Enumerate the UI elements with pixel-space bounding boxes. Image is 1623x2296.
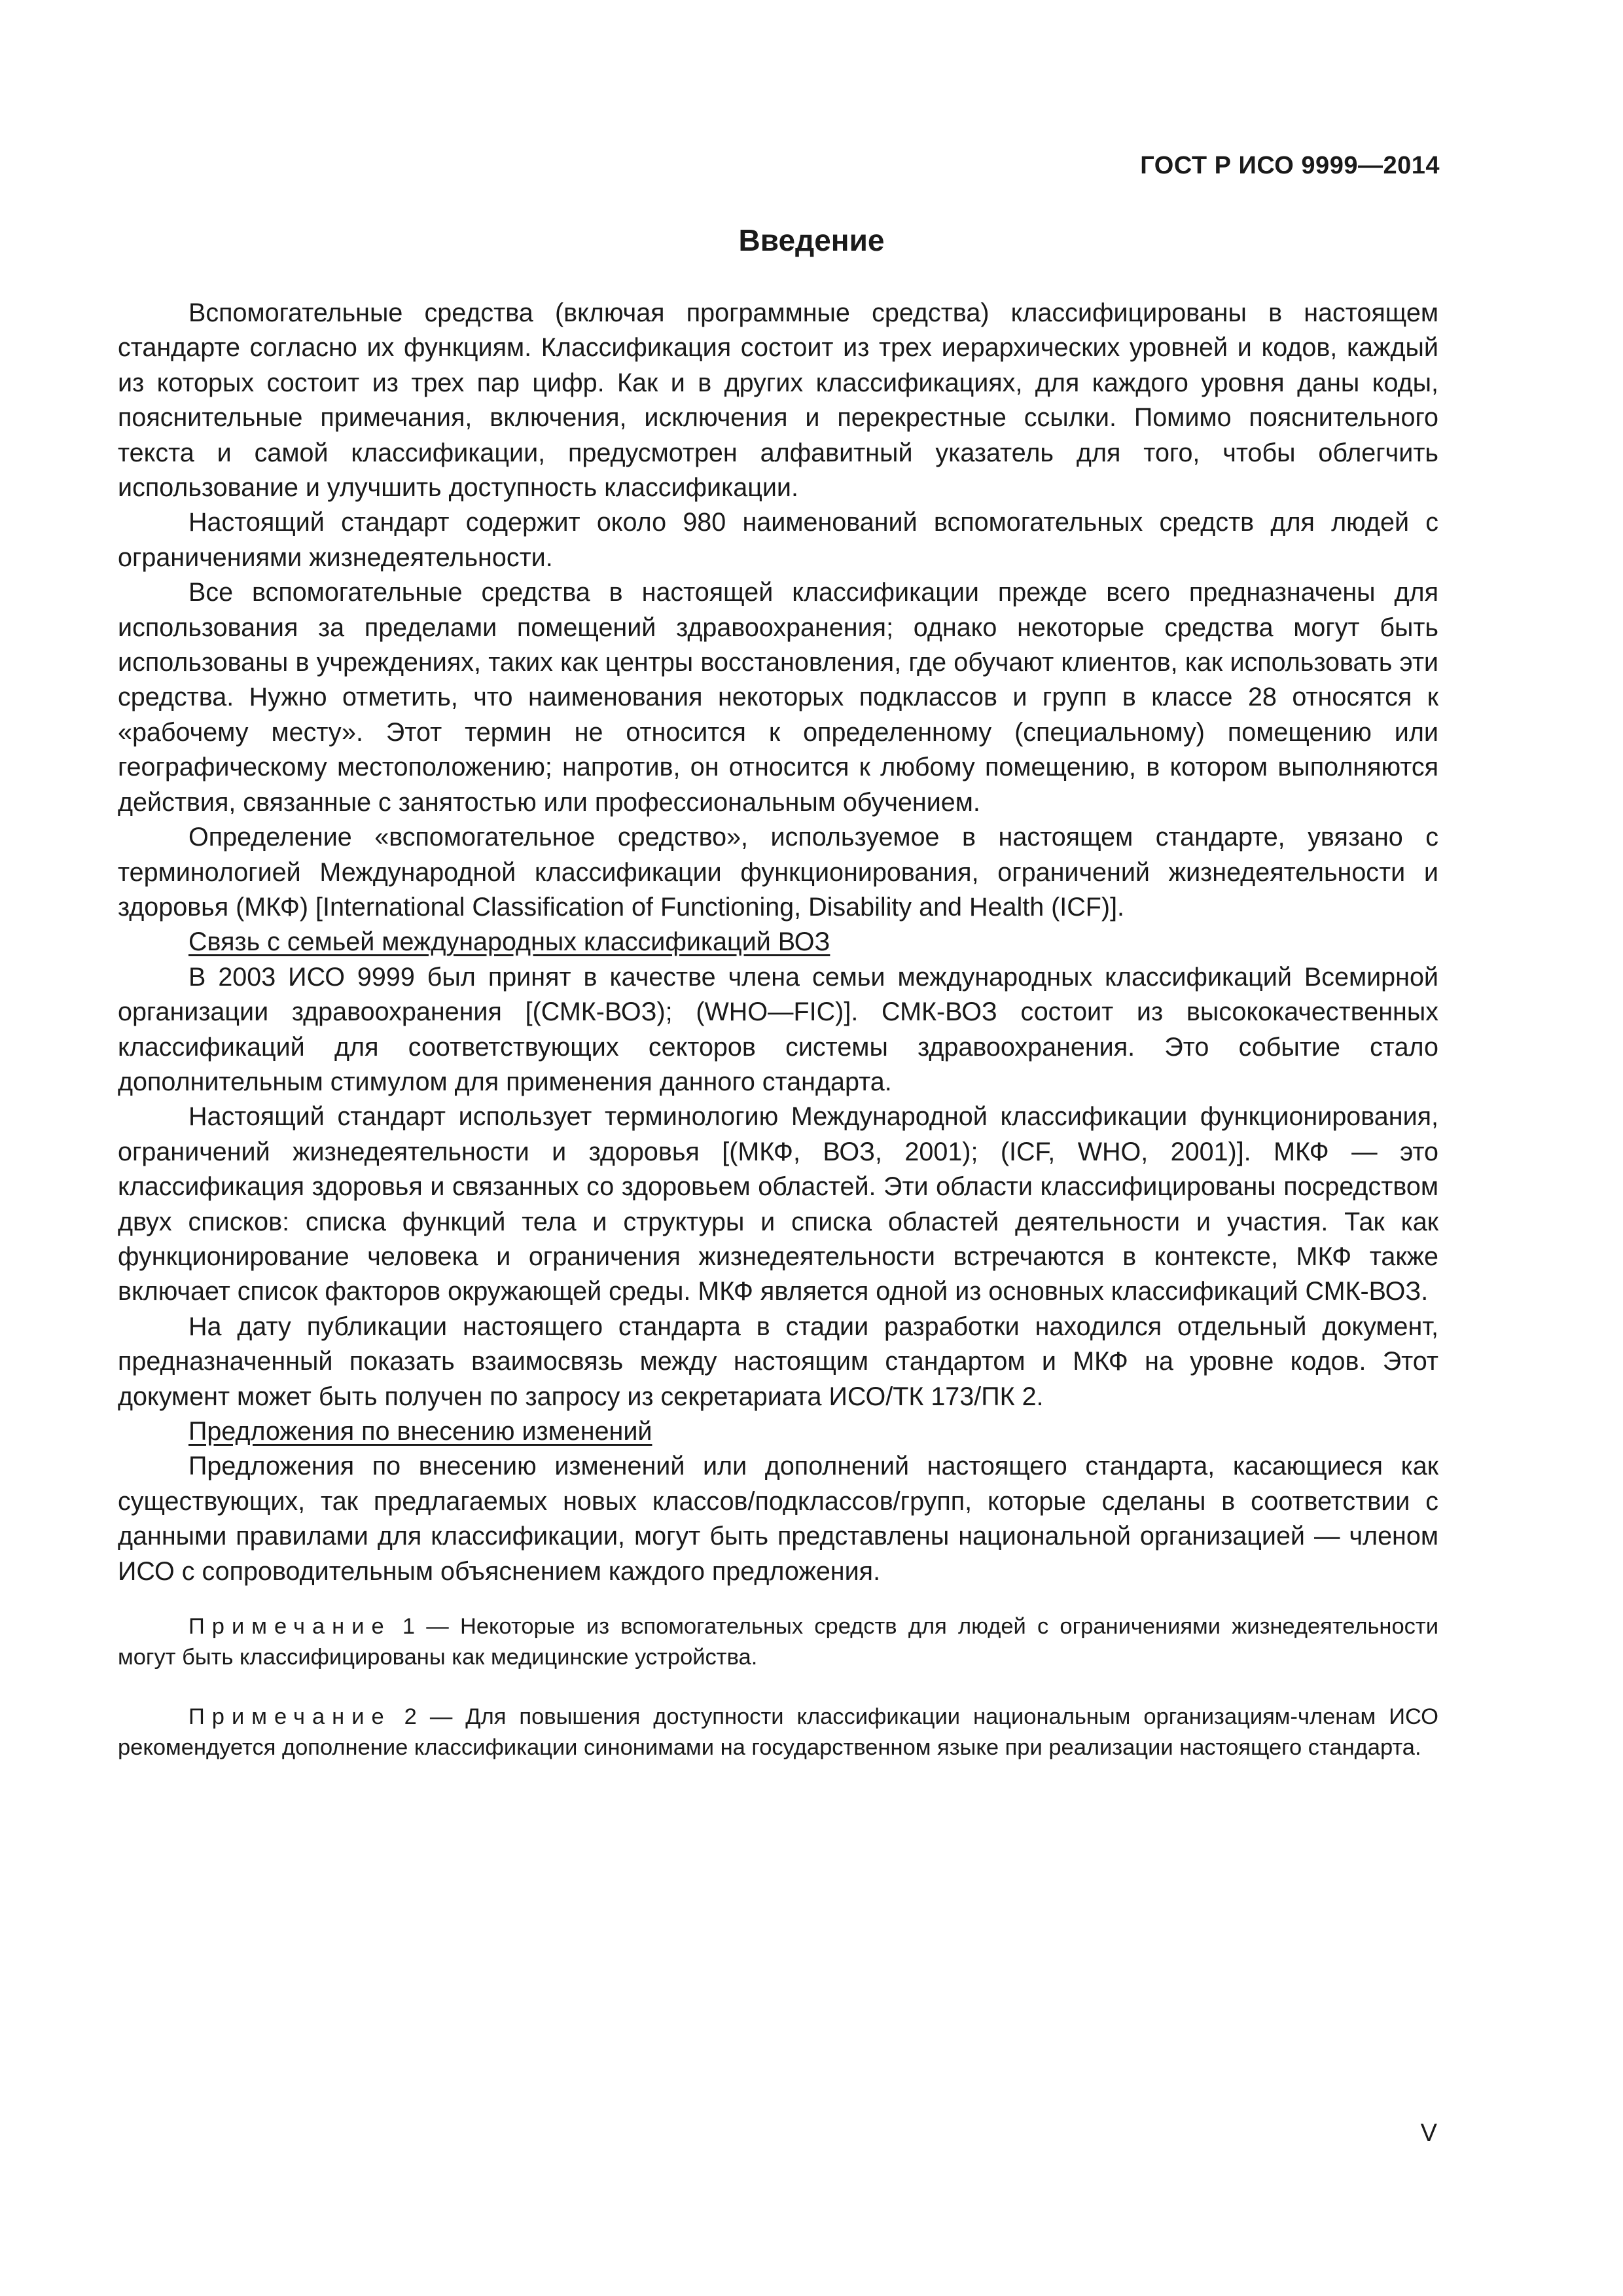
- section-heading-who-text: Связь с семьей международных классификаций ВОЗ: [188, 927, 830, 957]
- standard-code-header: ГОСТ Р ИСО 9999—2014: [1140, 152, 1440, 179]
- paragraph: Настоящий стандарт содержит около 980 наименований вспомогательных средств для людей с ограничениями жизнедеятельности.: [118, 508, 1438, 572]
- paragraph: Предложения по внесению изменений или дополнений настоящего стандарта, касающиеся как существующих, так предлагаемых новых классов/подклассов/групп, которые сделаны в соответствии с данными правилами для классификации, могут быть представлены национальной организацией — членом ИСО с сопроводительным объяснением каждого предложения.: [118, 1452, 1438, 1586]
- paragraph: На дату публикации настоящего стандарта в стадии разработки находился отдельный документ, предназначенный показать взаимосвязь между настоящим стандартом и МКФ на уровне кодов. Этот документ может быть получен по запросу из секретариата ИСО/ТК 173/ПК 2.: [118, 1312, 1438, 1411]
- note-label: Примечание: [188, 1614, 391, 1639]
- paragraph: Вспомогательные средства (включая программные средства) классифицированы в настоящем стандарте согласно их функциям. Классификация состоит из трех иерархических уровней и кодов, каждый из которых состоит из трех пар цифр. Как и в других классификациях, для каждого уровня даны коды, пояснительные примечания, включения, исключения и перекрестные ссылки. Помимо пояснительного текста и самой классификации, предусмотрен алфавитный указатель для того, чтобы облегчить использование и улучшить доступность классификации.: [118, 298, 1438, 503]
- section-heading-proposals: [118, 1414, 1438, 1449]
- note-text: 1 — Некоторые из вспомогательных средств для людей с ограничениями жизнедеятельности могут быть классифицированы как медицинские устройства.: [118, 1614, 1438, 1670]
- note-text: 2 — Для повышения доступности классификации национальным организациям-членам ИСО рекомендуется дополнение классификации синонимами на государственном языке при реализации настоящего стандарта.: [118, 1704, 1438, 1760]
- page-title: Введение: [738, 223, 885, 257]
- paragraph: Все вспомогательные средства в настоящей классификации прежде всего предназначены для использования за пределами помещений здравоохранения; однако некоторые средства могут быть использованы в учреждениях, таких как центры восстановления, где обучают клиентов, как использовать эти средства. Нужно отметить, что наименования некоторых подклассов и групп в классе 28 относятся к «рабочему месту». Этот термин не относится к определенному (специальному) помещению или географическому местоположению; напротив, он относится к любому помещению, в котором выполняются действия, связанные с занятостью или профессиональным обучением.: [118, 578, 1438, 817]
- note-label: Примечание: [188, 1704, 391, 1729]
- section-heading-proposals-text: Предложения по внесению изменений: [188, 1417, 652, 1446]
- paragraph: В 2003 ИСО 9999 был принят в качестве члена семьи международных классификаций Всемирной организации здравоохранения [(СМК-ВОЗ); (WHO—FIC)]. СМК-ВОЗ состоит из высококачественных классификаций для соответствующих секторов системы здравоохранения. Это событие стало дополнительным стимулом для применения данного стандарта.: [118, 962, 1438, 1096]
- section-heading-who: [118, 925, 1438, 960]
- main-text: [118, 296, 1438, 1589]
- paragraph: Определение «вспомогательное средство», используемое в настоящем стандарте, увязано с терминологией Международной классификации функционирования, ограничений жизнедеятельности и здоровья (МКФ) [International Classification of Functioning, Disability and Health (ICF)].: [118, 823, 1438, 922]
- page-number: V: [1420, 2119, 1437, 2147]
- paragraph: Настоящий стандарт использует терминологию Международной классификации функционирования, ограничений жизнедеятельности и здоровья [(МКФ, ВОЗ, 2001); (ICF, WHO, 2001)]. МКФ — это классификация здоровья и связанных со здоровьем областей. Эти области классифицированы посредством двух списков: списка функций тела и структуры и списка областей деятельности и участия. Так как функционирование человека и ограничения жизнедеятельности встречаются в контексте, МКФ также включает список факторов окружающей среды. МКФ является одной из основных классификаций СМК-ВОЗ.: [118, 1102, 1438, 1306]
- note-2: [118, 1702, 1438, 1763]
- notes: [118, 1611, 1438, 1763]
- note-1: [118, 1611, 1438, 1673]
